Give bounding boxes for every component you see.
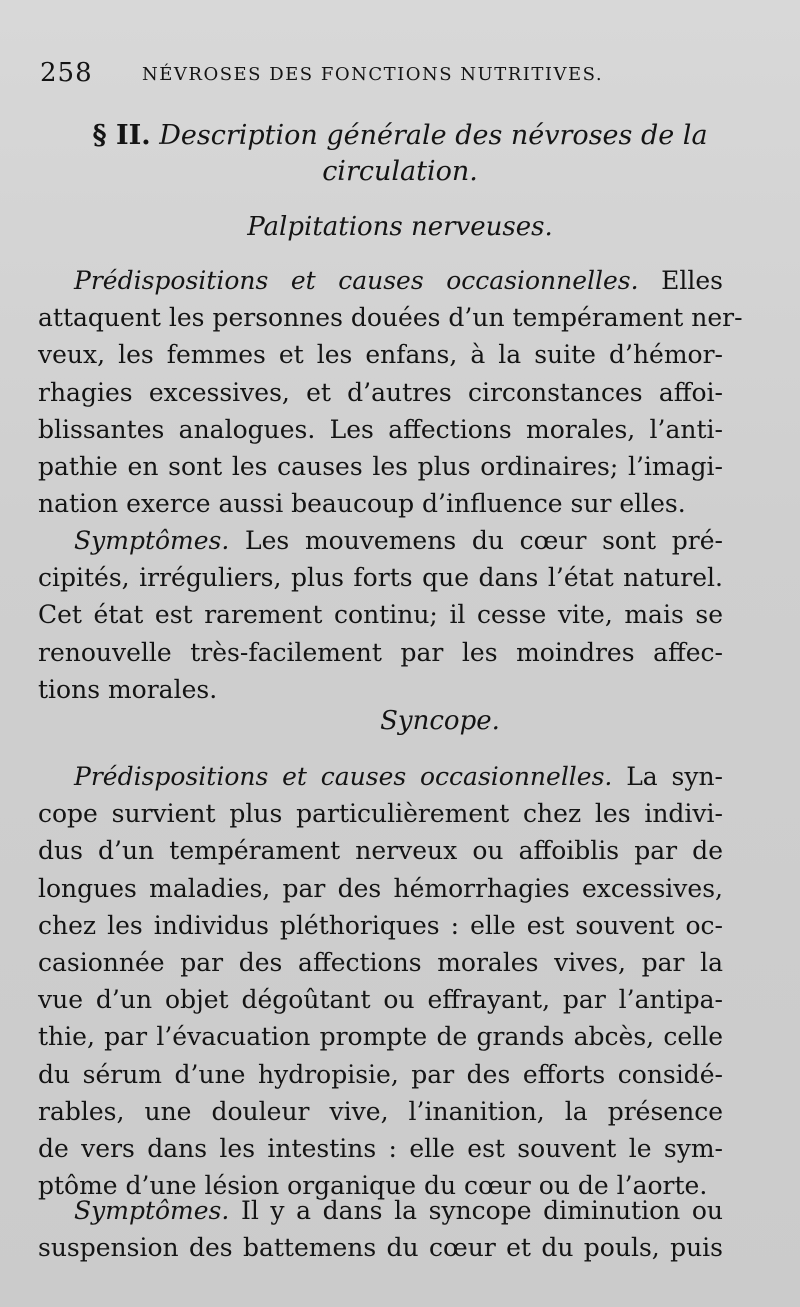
section-title [40, 118, 760, 190]
line-text: Les mouvemens du cœur sont pré- [245, 526, 723, 555]
text-line: rables, une douleur vive, l’inanition, la présence [38, 1096, 723, 1126]
page-number: 258 [40, 58, 93, 88]
text-line: cope survient plus particulièrement chez les indivi- [38, 799, 723, 829]
text-line [38, 522, 723, 559]
text-line: dus d’un tempérament nerveux ou affoiblis par de [38, 836, 723, 866]
page-header [40, 58, 740, 92]
text-line: rhagies excessives, et d’autres circonstances affoi- [38, 377, 723, 407]
heading-syncope: Syncope. [380, 706, 500, 736]
paragraph-syncope-symptoms [38, 1192, 723, 1266]
paragraph-lead: Prédispositions et causes occasionnelles. [74, 762, 613, 791]
text-line: vue d’un objet dégoûtant ou effrayant, par l’antipa- [38, 985, 723, 1015]
text-line: Cet état est rarement continu; il cesse vite, mais se [38, 600, 723, 630]
paragraph-lead: Prédispositions et causes occasionnelles. [74, 266, 639, 295]
text-line [38, 758, 723, 795]
paragraph-lead: Symptômes. [74, 526, 230, 555]
line-text: Il y a dans la syncope diminution ou [240, 1196, 723, 1225]
text-line: veux, les femmes et les enfans, à la suite d’hémor- [38, 340, 723, 370]
section-mark: § II. [92, 120, 151, 151]
paragraph-lead: Symptômes. [74, 1196, 230, 1225]
text-line: chez les individus pléthoriques : elle est souvent oc- [38, 910, 723, 940]
paragraph-syncope-causes [38, 758, 723, 1204]
text-line: tions morales. [38, 674, 218, 704]
text-line: de vers dans les intestins : elle est souvent le sym- [38, 1133, 723, 1163]
text-line: ptôme d’une lésion organique du cœur ou de l’aorte. [38, 1171, 708, 1201]
text-line: du sérum d’une hydropisie, par des efforts considé- [38, 1059, 723, 1089]
section-title-line1: Description générale des névroses de la [159, 120, 708, 151]
paragraph-palpitations-symptoms [38, 522, 723, 708]
text-line: renouvelle très-facilement par les moindres affec- [38, 637, 723, 667]
heading-palpitations: Palpitations nerveuses. [247, 212, 553, 242]
text-line: suspension des battemens du cœur et du pouls, puis [38, 1233, 723, 1263]
text-line: attaquent les personnes douées d’un tempérament ner- [38, 303, 743, 333]
text-line: casionnée par des affections morales vives, par la [38, 947, 723, 977]
text-line: nation exerce aussi beaucoup d’influence sur elles. [38, 489, 686, 519]
paragraph-palpitations-causes [38, 262, 743, 522]
line-text: Elles [661, 266, 723, 295]
text-line [38, 1192, 723, 1229]
section-title-line2: circulation. [322, 156, 478, 187]
text-line: longues maladies, par des hémorrhagies excessives, [38, 873, 723, 903]
text-line: thie, par l’évacuation prompte de grands abcès, celle [38, 1022, 723, 1052]
text-line [38, 262, 723, 299]
running-head: NÉVROSES DES FONCTIONS NUTRITIVES. [142, 64, 604, 85]
line-text: La syn- [626, 762, 723, 791]
text-line: pathie en sont les causes les plus ordinaires; l’imagi- [38, 451, 723, 481]
text-line: blissantes analogues. Les affections morales, l’anti- [38, 414, 723, 444]
text-line: cipités, irréguliers, plus forts que dans l’état naturel. [38, 563, 723, 593]
